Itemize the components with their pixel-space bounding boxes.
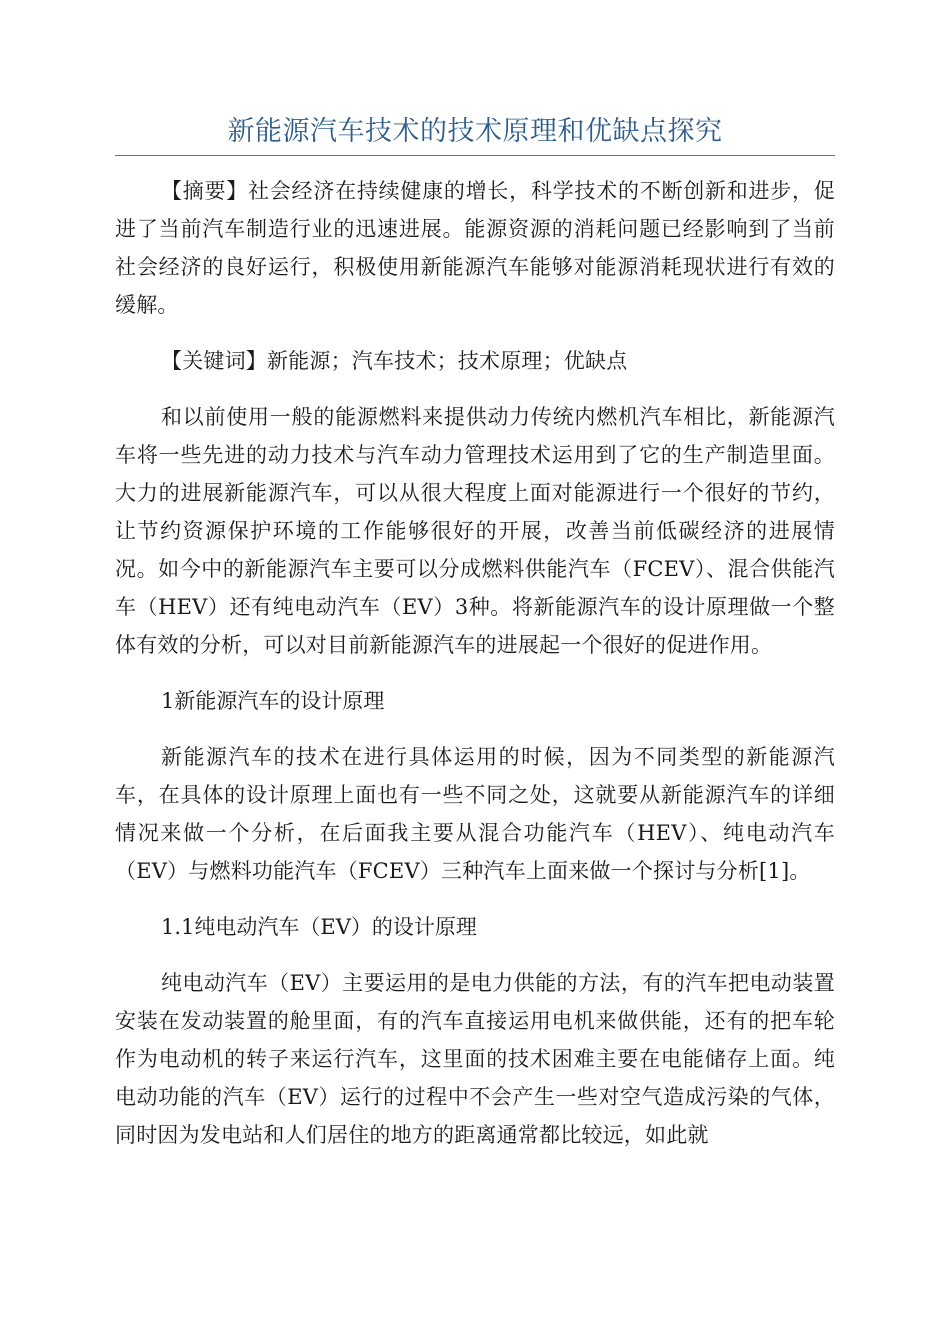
- section-1-1-heading: 1.1纯电动汽车（EV）的设计原理: [161, 915, 477, 939]
- section-1-paragraph: 新能源汽车的技术在进行具体运用的时候，因为不同类型的新能源汽车，在具体的设计原理上面也有一些不同之处，这就要从新能源汽车的详细情况来做一个分析，在后面我主要从混合功能汽车（HEV）、纯电动汽车（EV）与燃料功能汽车（FCEV）三种汽车上面来做一个探讨与分析[1]。: [115, 745, 835, 883]
- abstract-paragraph: 【摘要】社会经济在持续健康的增长，科学技术的不断创新和进步，促进了当前汽车制造行业的迅速进展。能源资源的消耗问题已经影响到了当前社会经济的良好运行，积极使用新能源汽车能够对能源消耗现状进行有效的缓解。: [115, 179, 835, 317]
- keywords-paragraph: 【关键词】新能源；汽车技术；技术原理；优缺点: [161, 349, 628, 373]
- intro-paragraph: 和以前使用一般的能源燃料来提供动力传统内燃机汽车相比，新能源汽车将一些先进的动力技术与汽车动力管理技术运用到了它的生产制造里面。大力的进展新能源汽车，可以从很大程度上面对能源进行一个很好的节约，让节约资源保护环境的工作能够很好的开展，改善当前低碳经济的进展情况。如今中的新能源汽车主要可以分成燃料供能汽车（FCEV）、混合供能汽车（HEV）还有纯电动汽车（EV）3种。将新能源汽车的设计原理做一个整体有效的分析，可以对目前新能源汽车的进展起一个很好的促进作用。: [115, 405, 835, 657]
- document-title: 新能源汽车技术的技术原理和优缺点探究: [227, 116, 723, 147]
- section-1-heading: 1新能源汽车的设计原理: [161, 689, 385, 713]
- section-1-1-paragraph: 纯电动汽车（EV）主要运用的是电力供能的方法，有的汽车把电动装置安装在发动装置的舱里面，有的汽车直接运用电机来做供能，还有的把车轮作为电动机的转子来运行汽车，这里面的技术困难主要在电能储存上面。纯电动功能的汽车（EV）运行的过程中不会产生一些对空气造成污染的气体，同时因为发电站和人们居住的地方的距离通常都比较远，如此就: [115, 971, 835, 1147]
- title-block: [115, 112, 835, 156]
- document-body: [115, 172, 835, 1172]
